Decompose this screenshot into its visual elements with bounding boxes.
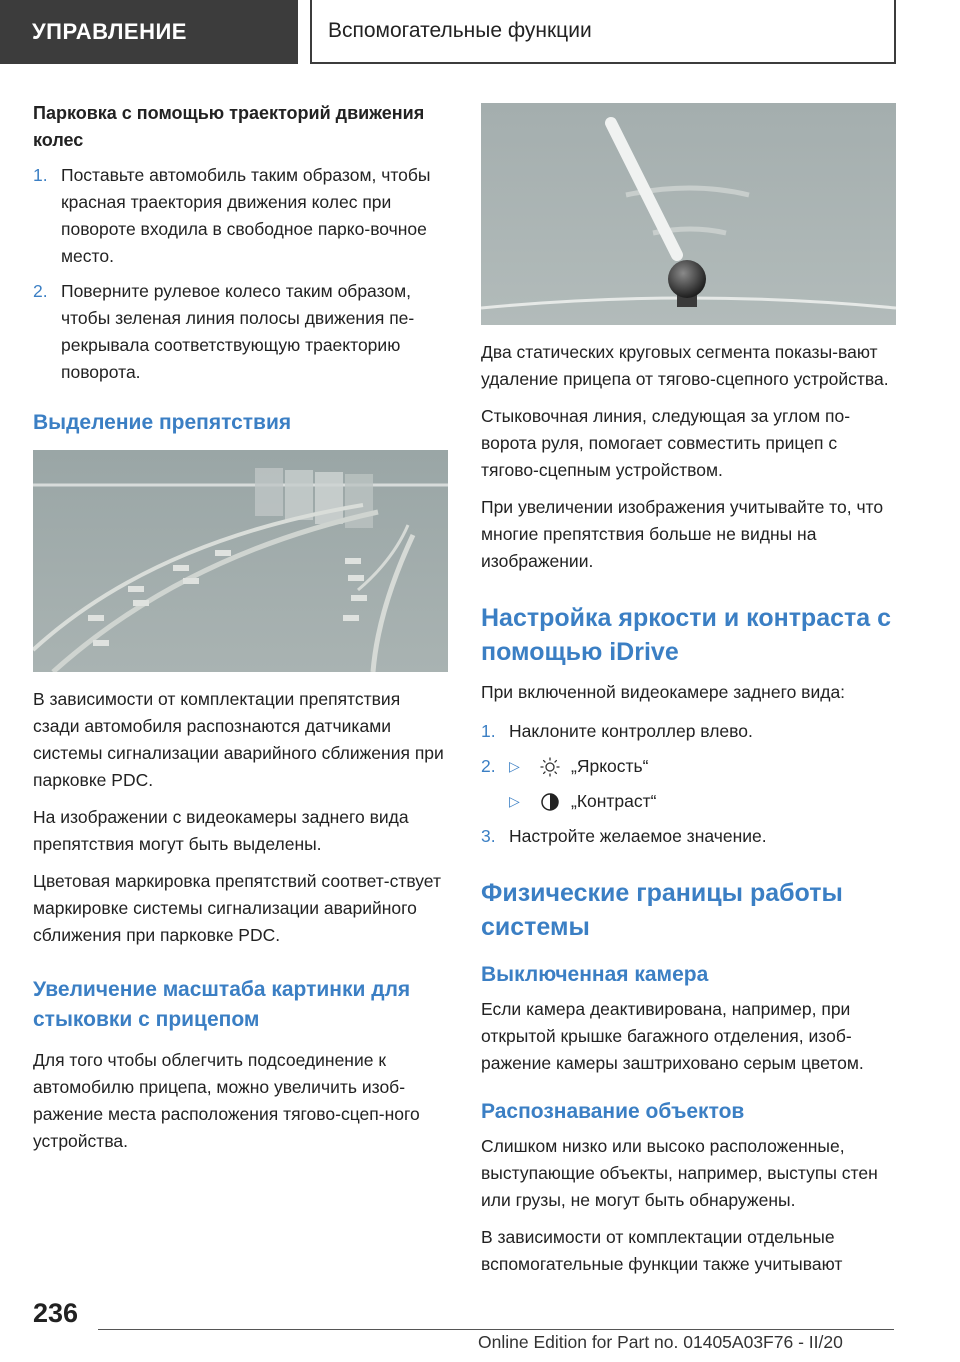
hitch-camera-image <box>481 103 896 325</box>
step-text: Настройте желаемое значение. <box>509 826 767 846</box>
step-item <box>481 823 896 850</box>
footer-divider <box>98 1329 894 1330</box>
contrast-icon <box>535 792 565 812</box>
obstacle-camera-image <box>33 450 448 672</box>
paragraph: Слишком низко или высоко расположенные, выступающие объекты, например, выступы стен или грузы, не могут быть обнаружены. <box>481 1136 878 1210</box>
limits-heading: Физические границы работы системы <box>481 879 843 941</box>
zoom-heading: Увеличение масштаба картинки для стыковки с прицепом <box>33 978 411 1031</box>
step-text: „Яркость“ <box>571 756 649 776</box>
page-number: 236 <box>33 1298 79 1328</box>
paragraph: Цветовая маркировка препятствий соответ-ствует маркировке системы сигнализации аварийного сближения при парковке PDC. <box>33 871 441 945</box>
edition-text: Online Edition for Part no. 01405A03F76 - II/20 <box>478 1332 843 1352</box>
step-item <box>481 788 896 815</box>
step-number: 3. <box>481 826 496 846</box>
objects-heading: Распознавание объектов <box>481 1100 745 1123</box>
step-item <box>481 753 896 780</box>
step-number: 2. <box>481 756 496 776</box>
paragraph: Два статических круговых сегмента показы-вают удаление прицепа от тягово-сцепного устройства. <box>481 342 889 389</box>
step-number: 2. <box>33 281 48 301</box>
brightness-icon <box>535 757 565 777</box>
chapter-title: Вспомогательные функции <box>310 0 896 64</box>
brightness-heading: Настройка яркости и контраста с помощью iDrive <box>481 604 892 666</box>
step-number: 1. <box>33 165 48 185</box>
step-text: Поверните рулевое колесо таким образом, чтобы зеленая линия полосы движения пе-рекрывала соответствующую траекторию поворота. <box>61 281 415 382</box>
arrow-icon: ▷ <box>509 793 520 809</box>
step-item <box>33 162 448 270</box>
obstacles-heading: Выделение препятствия <box>33 411 292 434</box>
paragraph: Для того чтобы облегчить подсоединение к автомобилю прицепа, можно увеличить изоб-ражение места расположения тягово-сцеп-ного устройства. <box>33 1050 420 1151</box>
camera-off-heading: Выключенная камера <box>481 963 709 986</box>
step-number: 1. <box>481 721 496 741</box>
step-text: Поставьте автомобиль таким образом, чтобы красная траектория движения колес при повороте входила в свободное парко-вочное место. <box>61 165 431 266</box>
paragraph: В зависимости от комплектации препятствия сзади автомобиля распознаются датчиками системы сигнализации аварийного сближения при парковке PDC. <box>33 689 444 790</box>
paragraph: На изображении с видеокамеры заднего вида препятствия могут быть выделены. <box>33 807 409 854</box>
step-item <box>33 278 448 386</box>
right-column <box>481 103 896 1288</box>
step-text: Наклоните контроллер влево. <box>509 721 753 741</box>
step-text: „Контраст“ <box>571 791 657 811</box>
paragraph: При увеличении изображения учитывайте то, что многие препятствия больше не видны на изображении. <box>481 497 884 571</box>
paragraph: В зависимости от комплектации отдельные вспомогательные функции также учитывают <box>481 1227 843 1274</box>
step-item <box>481 718 896 745</box>
paragraph: Стыковочная линия, следующая за углом по-ворота руля, помогает совместить прицеп с тягово-сцепным устройством. <box>481 406 851 480</box>
arrow-icon: ▷ <box>509 758 520 774</box>
paragraph: При включенной видеокамере заднего вида: <box>481 682 846 702</box>
paragraph: Если камера деактивирована, например, при открытой крышке багажного отделения, изоб-ражение камеры заштриховано серым цветом. <box>481 999 864 1073</box>
left-column <box>33 100 448 1165</box>
parking-trajectory-heading: Парковка с помощью траекторий движения колес <box>33 103 425 150</box>
section-tab: УПРАВЛЕНИЕ <box>0 0 298 64</box>
